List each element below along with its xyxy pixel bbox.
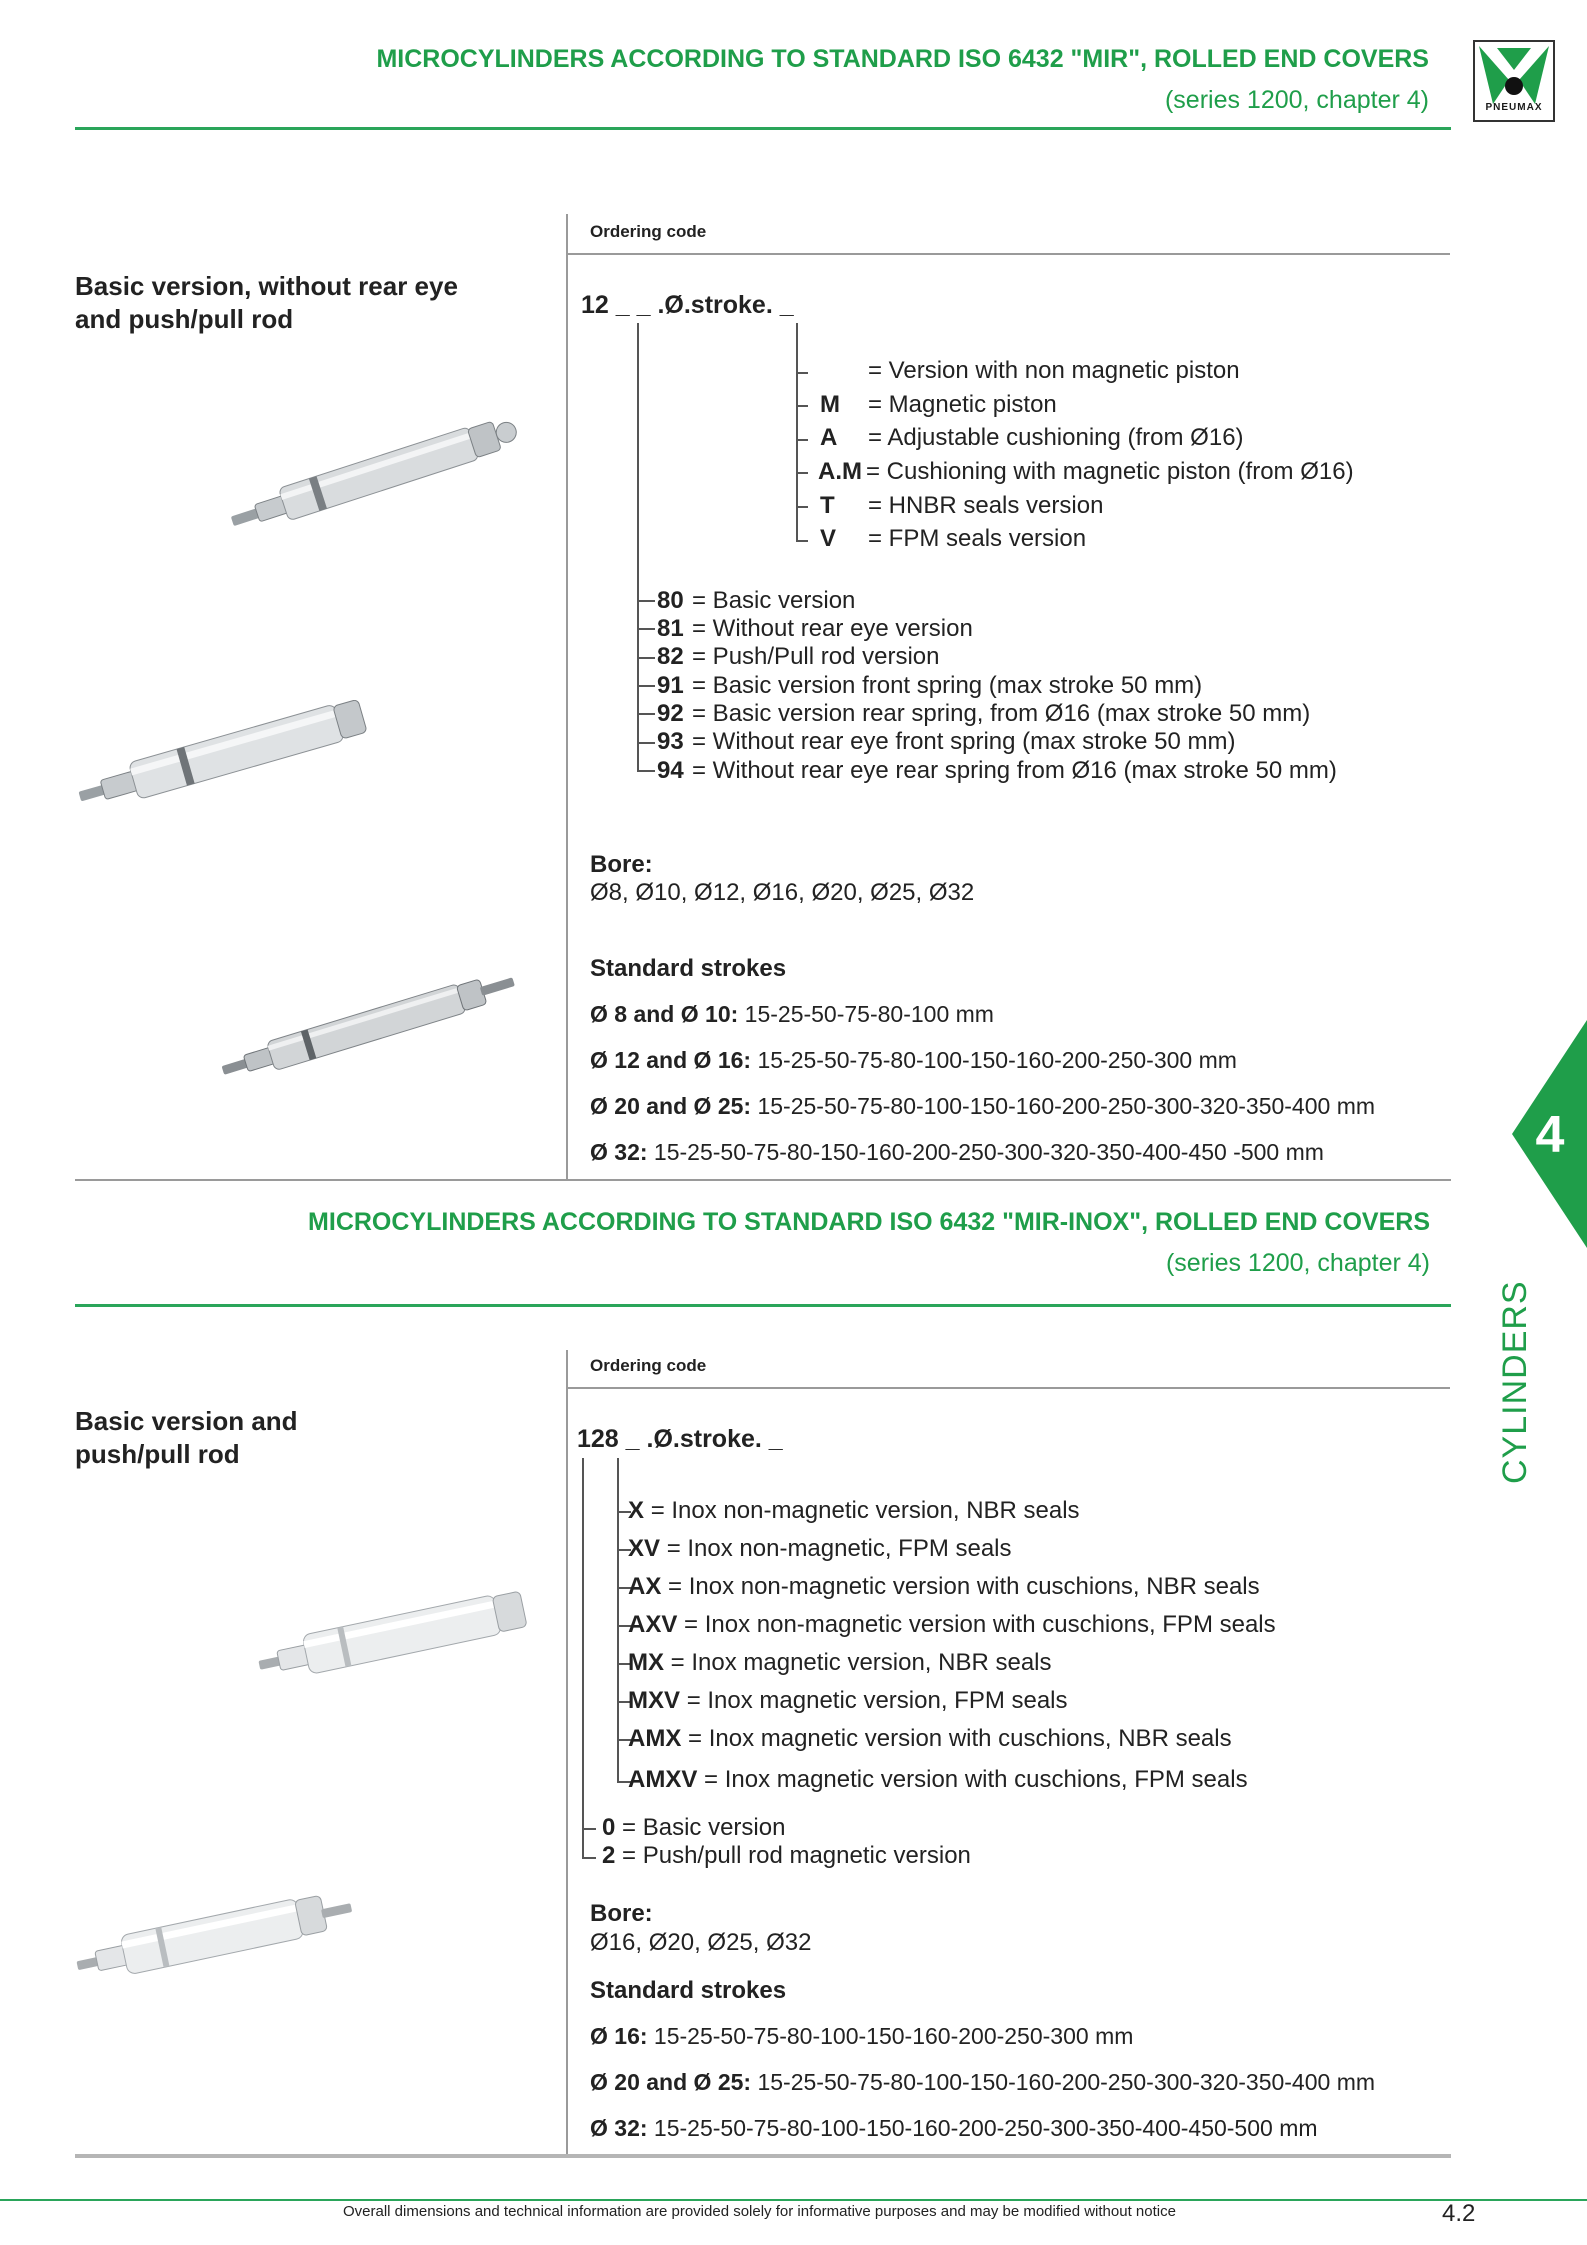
- version-key: 81: [657, 615, 684, 642]
- section1-bore-values: Ø8, Ø10, Ø12, Ø16, Ø20, Ø25, Ø32: [590, 879, 975, 906]
- section1-stroke-row: [590, 1139, 1324, 1166]
- version-key: 91: [657, 672, 684, 699]
- inox-text: = Inox magnetic version with cuschions, FPM seals: [704, 1766, 1248, 1793]
- inox-option: [628, 1766, 1248, 1794]
- section1-stroke-row: [590, 1093, 1375, 1120]
- tree-tick: [637, 770, 655, 772]
- suffix-key: A: [820, 424, 838, 451]
- suffix-key: V: [820, 525, 837, 552]
- inox-key: XV: [628, 1535, 661, 1562]
- section2-title: MICROCYLINDERS ACCORDING TO STANDARD ISO 6432 "MIR-INOX", ROLLED END COVERS: [308, 1208, 1430, 1236]
- suffix-text: = Cushioning with magnetic piston (from Ø16): [866, 458, 1354, 485]
- tree-tick: [637, 742, 655, 744]
- inox-version-text: = Basic version: [622, 1814, 786, 1841]
- stroke-values: 15-25-50-75-80-100-150-160-200-250-300-320-350-400 mm: [757, 2069, 1376, 2095]
- stroke-bore-label: Ø 12 and Ø 16:: [590, 1047, 752, 1073]
- suffix-text: = HNBR seals version: [868, 492, 1104, 519]
- cylinder-photo-no-rear-eye: [70, 700, 380, 810]
- section2-left-title: [75, 1405, 298, 1471]
- section1-column-divider: [566, 214, 568, 1180]
- section2-rule: [75, 1304, 1451, 1307]
- section2-ordering-rule: [566, 1387, 1450, 1389]
- tree-tick: [637, 600, 655, 602]
- suffix-key: M: [820, 391, 840, 418]
- inox-text: = Inox magnetic version with cuschions, NBR seals: [688, 1725, 1232, 1752]
- section1-ordering-code: 12 _ _ .Ø.stroke. _: [581, 291, 794, 319]
- stroke-bore-label: Ø 32:: [590, 2115, 648, 2141]
- section1-ordering-rule: [566, 253, 1450, 255]
- inox-cylinder-photo-push-pull: [70, 1880, 360, 1990]
- stroke-bore-label: Ø 32:: [590, 1139, 648, 1165]
- tree-tick: [796, 405, 808, 407]
- tree-tick: [796, 439, 808, 441]
- inox-option: [628, 1497, 1080, 1525]
- inox-version-option: [602, 1814, 785, 1842]
- stroke-values: 15-25-50-75-80-100-150-160-200-250-300-350-400-450-500 mm: [653, 2115, 1318, 2141]
- section2-left-title-line1: Basic version and: [75, 1406, 298, 1436]
- section2-version-tree-line: [582, 1458, 584, 1858]
- tree-tick: [796, 372, 808, 374]
- section2-bore-values: Ø16, Ø20, Ø25, Ø32: [590, 1929, 812, 1956]
- inox-key: AXV: [628, 1611, 678, 1638]
- tree-tick: [582, 1828, 596, 1830]
- section2-ordering-label: Ordering code: [590, 1356, 707, 1375]
- logo-text: PNEUMAX: [1485, 102, 1543, 113]
- inox-key: X: [628, 1497, 645, 1524]
- stroke-values: 15-25-50-75-80-100-150-160-200-250-300 mm: [653, 2023, 1134, 2049]
- inox-key: AMXV: [628, 1766, 698, 1793]
- stroke-bore-label: Ø 16:: [590, 2023, 648, 2049]
- inox-key: MXV: [628, 1687, 681, 1714]
- inox-option: [628, 1649, 1052, 1677]
- page-title: MICROCYLINDERS ACCORDING TO STANDARD ISO 6432 "MIR", ROLLED END COVERS: [376, 45, 1429, 73]
- inox-text: = Inox non-magnetic, FPM seals: [666, 1535, 1012, 1562]
- inox-option: [628, 1611, 1276, 1639]
- version-text: = Without rear eye front spring (max stroke 50 mm): [692, 728, 1236, 755]
- section1-bottom-rule: [75, 1179, 1451, 1181]
- tree-tick: [637, 628, 655, 630]
- stroke-values: 15-25-50-75-80-150-160-200-250-300-320-350-400-450 -500 mm: [653, 1139, 1324, 1165]
- pneumax-logo: [1473, 40, 1555, 122]
- section1-left-title-line1: Basic version, without rear eye: [75, 271, 458, 301]
- inox-text: = Inox non-magnetic version with cuschions, FPM seals: [684, 1611, 1276, 1638]
- version-text: = Push/Pull rod version: [692, 643, 940, 670]
- stroke-bore-label: Ø 20 and Ø 25:: [590, 1093, 752, 1119]
- section2-suffix-tree-line: [617, 1458, 619, 1782]
- tree-tick: [637, 657, 655, 659]
- stroke-bore-label: Ø 20 and Ø 25:: [590, 2069, 752, 2095]
- inox-option: [628, 1535, 1012, 1563]
- inox-text: = Inox non-magnetic version, NBR seals: [650, 1497, 1080, 1524]
- version-key: 92: [657, 700, 684, 727]
- version-key: 94: [657, 757, 684, 784]
- inox-version-key: 2: [602, 1842, 616, 1869]
- inox-key: AMX: [628, 1725, 682, 1752]
- cylinder-photo-basic: [215, 420, 535, 530]
- version-key: 80: [657, 587, 684, 614]
- inox-version-text: = Push/pull rod magnetic version: [622, 1842, 971, 1869]
- inox-text: = Inox non-magnetic version with cuschions, NBR seals: [668, 1573, 1260, 1600]
- section1-stroke-row: [590, 1001, 994, 1028]
- inox-option: [628, 1687, 1068, 1715]
- section2-bottom-rule: [75, 2154, 1451, 2158]
- section2-left-title-line2: push/pull rod: [75, 1439, 240, 1469]
- section1-left-title: [75, 270, 458, 336]
- version-text: = Without rear eye version: [692, 615, 973, 642]
- tree-tick: [582, 1857, 596, 1859]
- version-text: = Basic version front spring (max stroke 50 mm): [692, 672, 1203, 699]
- page-subtitle: (series 1200, chapter 4): [1164, 86, 1429, 114]
- suffix-key: T: [820, 492, 835, 519]
- version-text: = Without rear eye rear spring from Ø16 (max stroke 50 mm): [692, 757, 1337, 784]
- version-text: = Basic version rear spring, from Ø16 (max stroke 50 mm): [692, 700, 1311, 727]
- tree-tick: [796, 472, 808, 474]
- inox-key: MX: [628, 1649, 664, 1676]
- section2-ordering-code: 128 _ .Ø.stroke. _: [577, 1425, 783, 1453]
- tree-tick: [796, 506, 808, 508]
- suffix-text: = Adjustable cushioning (from Ø16): [868, 424, 1244, 451]
- cylinder-photo-push-pull: [210, 975, 530, 1075]
- section1-suffix-tree-line: [796, 323, 798, 541]
- section1-stroke-row: [590, 1047, 1237, 1074]
- suffix-key: A.M: [818, 458, 862, 485]
- footer-rule: [0, 2199, 1587, 2201]
- tree-tick: [637, 713, 655, 715]
- inox-version-key: 0: [602, 1814, 616, 1841]
- section2-bore-label: Bore:: [590, 1900, 653, 1927]
- inox-option: [628, 1725, 1232, 1753]
- header-rule: [75, 127, 1451, 130]
- section1-strokes-label: Standard strokes: [590, 955, 787, 982]
- inox-text: = Inox magnetic version, NBR seals: [670, 1649, 1052, 1676]
- section1-bore-label: Bore:: [590, 851, 653, 878]
- section2-stroke-row: [590, 2115, 1318, 2142]
- stroke-values: 15-25-50-75-80-100 mm: [744, 1001, 994, 1027]
- tree-tick: [637, 685, 655, 687]
- suffix-text: = FPM seals version: [868, 525, 1087, 552]
- inox-option: [628, 1573, 1260, 1601]
- suffix-text: = Version with non magnetic piston: [868, 357, 1240, 384]
- page-number: 4.2: [1442, 2200, 1476, 2227]
- version-key: 93: [657, 728, 684, 755]
- stroke-values: 15-25-50-75-80-100-150-160-200-250-300 mm: [757, 1047, 1237, 1073]
- tree-tick: [796, 540, 808, 542]
- footer-note: Overall dimensions and technical information are provided solely for informative purposes and may be modified without notice: [343, 2203, 1176, 2220]
- section2-column-divider: [566, 1350, 568, 2155]
- inox-key: AX: [628, 1573, 662, 1600]
- section1-left-title-line2: and push/pull rod: [75, 304, 294, 334]
- suffix-text: = Magnetic piston: [868, 391, 1057, 418]
- section2-strokes-label: Standard strokes: [590, 1977, 787, 2004]
- chapter-number: 4: [1535, 1106, 1565, 1164]
- section2-stroke-row: [590, 2069, 1375, 2096]
- section1-version-tree-line: [637, 323, 639, 771]
- section2-subtitle: (series 1200, chapter 4): [1165, 1249, 1430, 1277]
- stroke-bore-label: Ø 8 and Ø 10:: [590, 1001, 739, 1027]
- inox-cylinder-photo-basic: [250, 1580, 540, 1690]
- inox-version-option: [602, 1842, 971, 1870]
- section2-stroke-row: [590, 2023, 1133, 2050]
- section1-ordering-label: Ordering code: [590, 222, 707, 241]
- stroke-values: 15-25-50-75-80-100-150-160-200-250-300-320-350-400 mm: [757, 1093, 1376, 1119]
- version-text: = Basic version: [692, 587, 856, 614]
- version-key: 82: [657, 643, 684, 670]
- inox-text: = Inox magnetic version, FPM seals: [686, 1687, 1068, 1714]
- chapter-label: CYLINDERS: [1496, 1280, 1534, 1484]
